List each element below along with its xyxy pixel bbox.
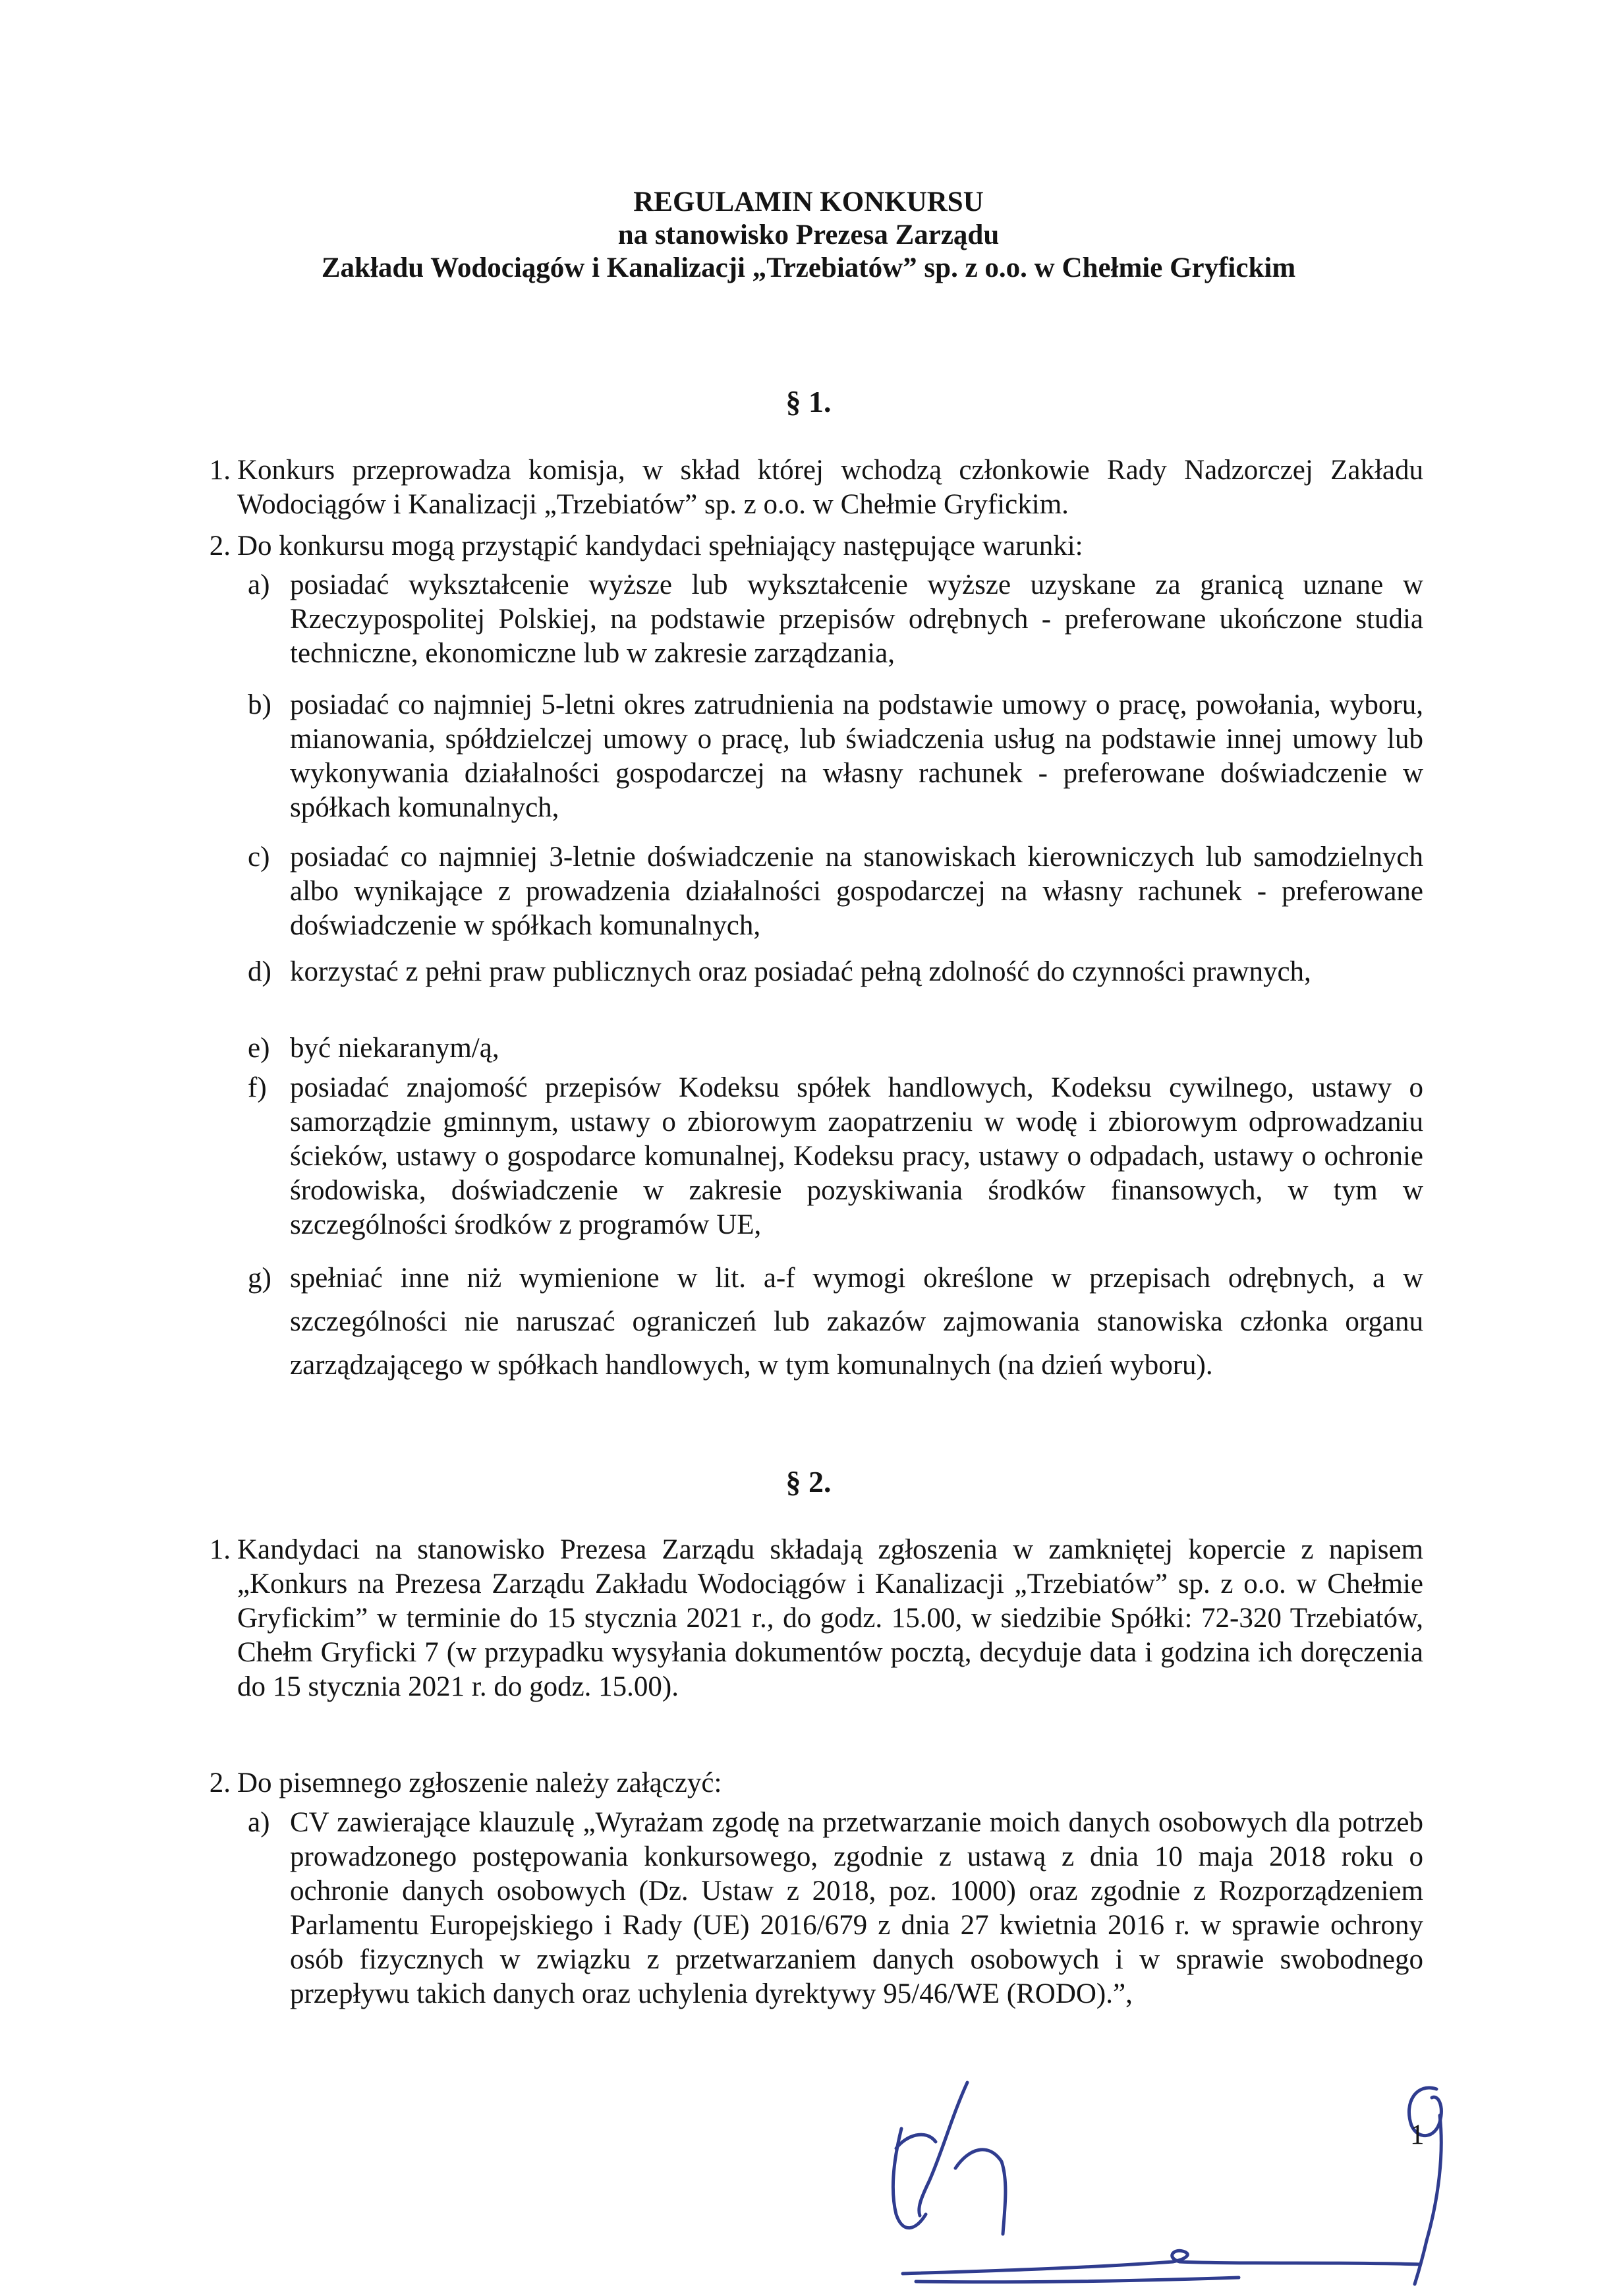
item-text: posiadać co najmniej 3-letnie doświadczenie na stanowiskach kierowniczych lub samodzielnych albo wynikające z prowadzenia działalności gospodarczej na własny rachunek - preferowane doświadczenie w spółkach komunalnych,	[290, 842, 1423, 941]
paragraph-number: 2.	[209, 1767, 231, 1798]
item-letter: a)	[248, 569, 270, 600]
item-letter: b)	[248, 689, 271, 720]
section-1-item-c	[248, 840, 1423, 943]
signature-strokes	[893, 2082, 1441, 2284]
item-text: być niekaranym/ą,	[290, 1033, 499, 1064]
section-1-item-b	[248, 688, 1423, 825]
section-1-item-f	[248, 1071, 1423, 1242]
section-2-item-a	[248, 1806, 1423, 2011]
paragraph-text: Do konkursu mogą przystąpić kandydaci spełniający następujące warunki:	[237, 531, 1083, 561]
section-1-item-a	[248, 568, 1423, 671]
title-line-1: REGULAMIN KONKURSU	[633, 187, 984, 217]
section-1-paragraph-2	[209, 529, 1423, 563]
section-2-heading: § 2.	[785, 1465, 832, 1499]
section-2-paragraph-2	[209, 1766, 1423, 1800]
item-letter: e)	[248, 1033, 270, 1064]
handwritten-signature	[843, 2076, 1489, 2287]
paragraph-number: 2.	[209, 531, 231, 561]
paragraph-number: 1.	[209, 455, 231, 486]
item-letter: g)	[248, 1263, 271, 1294]
paragraph-text: Konkurs przeprowadza komisja, w skład której wchodzą członkowie Rady Nadzorczej Zakładu Wodociągów i Kanalizacji „Trzebiatów” sp. z o.o. w Chełmie Gryfickim.	[237, 455, 1423, 520]
section-1-item-g	[248, 1257, 1423, 1387]
section-2-paragraph-1	[209, 1533, 1423, 1704]
section-1-paragraph-1	[209, 453, 1423, 522]
item-letter: d)	[248, 956, 271, 987]
paragraph-number: 1.	[209, 1534, 231, 1565]
item-text: posiadać co najmniej 5-letni okres zatrudnienia na podstawie umowy o pracę, powołania, wyboru, mianowania, spółdzielczej umowy o pracę, lub świadczenia usług na podstawie innej umowy lub wykonywania działalności gospodarczej na własny rachunek - preferowane doświadczenie w spółkach komunalnych,	[290, 689, 1423, 823]
item-letter: a)	[248, 1807, 270, 1838]
item-text: posiadać wykształcenie wyższe lub wykształcenie wyższe uzyskane za granicą uznane w Rzeczypospolitej Polskiej, na podstawie przepisów odrębnych - preferowane ukończone studia techniczne, ekonomiczne lub w zakresie zarządzania,	[290, 569, 1423, 669]
item-letter: f)	[248, 1072, 267, 1103]
item-text: CV zawierające klauzulę „Wyrażam zgodę na przetwarzanie moich danych osobowych dla potrzeb prowadzonego postępowania konkursowego, zgodnie z ustawą z dnia 10 maja 2018 roku o ochronie danych osobowych (Dz. Ustaw z 2018, poz. 1000) oraz zgodnie z Rozporządzeniem Parlamentu Europejskiego i Rady (UE) 2016/679 z dnia 27 kwietnia 2016 r. w sprawie ochrony osób fizycznych w związku z przetwarzaniem danych osobowych i w sprawie swobodnego przepływu takich danych oraz uchylenia dyrektywy 95/46/WE (RODO).”,	[290, 1807, 1423, 2009]
item-text: korzystać z pełni praw publicznych oraz posiadać pełną zdolność do czynności prawnych,	[290, 956, 1311, 987]
document-title	[132, 186, 1485, 285]
section-1-item-e	[248, 1031, 1423, 1066]
paragraph-text: Kandydaci na stanowisko Prezesa Zarządu składają zgłoszenia w zamkniętej kopercie z napisem „Konkurs na Prezesa Zarządu Zakładu Wodociągów i Kanalizacji „Trzebiatów” sp. z o.o. w Chełmie Gryfickim” w terminie do 15 stycznia 2021 r., do godz. 15.00, w siedzibie Spółki: 72-320 Trzebiatów, Chełm Gryficki 7 (w przypadku wysyłania dokumentów pocztą, decyduje data i godzina ich doręczenia do 15 stycznia 2021 r. do godz. 15.00).	[237, 1534, 1423, 1702]
page-number: 1	[1410, 2119, 1425, 2150]
section-1-heading: § 1.	[785, 385, 832, 418]
title-line-2: na stanowisko Prezesa Zarządu	[617, 219, 1000, 250]
item-text: posiadać znajomość przepisów Kodeksu spółek handlowych, Kodeksu cywilnego, ustawy o samorządzie gminnym, ustawy o zbiorowym zaopatrzeniu w wodę i zbiorowym odprowadzaniu ścieków, ustawy o gospodarce komunalnej, Kodeksu pracy, ustawy o odpadach, ustawy o ochronie środowiska, doświadczenie w zakresie pozyskiwania środków finansowych, w tym w szczególności środków z programów UE,	[290, 1072, 1423, 1240]
title-line-3: Zakładu Wodociągów i Kanalizacji „Trzebiatów” sp. z o.o. w Chełmie Gryfickim	[321, 252, 1296, 283]
item-text: spełniać inne niż wymienione w lit. a-f wymogi określone w przepisach odrębnych, a w szczególności nie naruszać ograniczeń lub zakazów zajmowania stanowiska członka organu zarządzającego w spółkach handlowych, w tym komunalnych (na dzień wyboru).	[290, 1263, 1423, 1381]
paragraph-text: Do pisemnego zgłoszenie należy załączyć:	[237, 1767, 722, 1798]
item-letter: c)	[248, 842, 270, 873]
section-1-item-d	[248, 955, 1423, 989]
